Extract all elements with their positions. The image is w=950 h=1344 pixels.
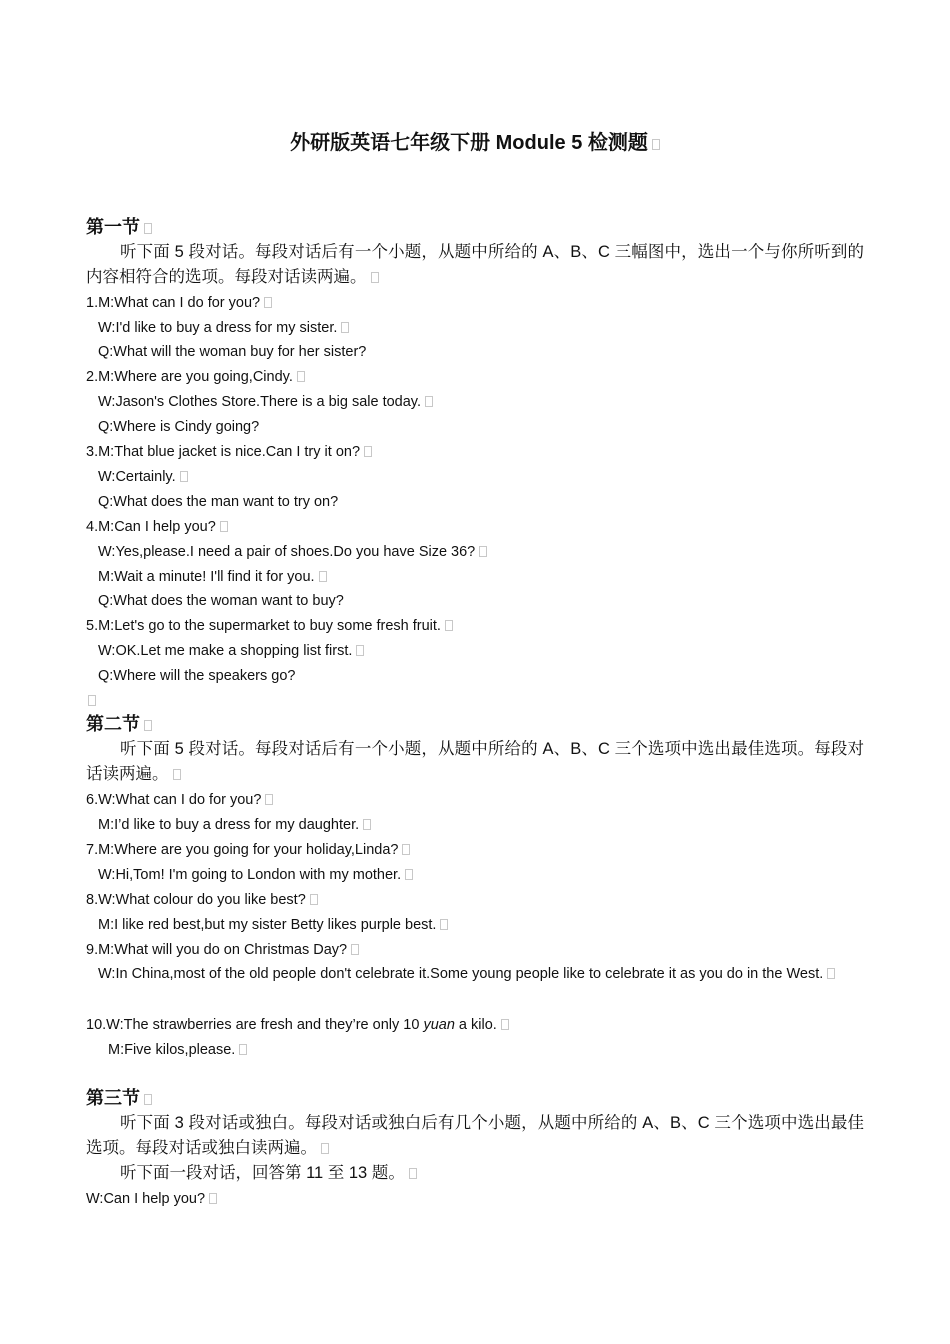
paragraph-mark-icon: [297, 371, 305, 382]
paragraph-mark-icon: [321, 1143, 329, 1154]
paragraph-mark-icon: [239, 1044, 247, 1055]
section-3-sub-instruction: 听下面一段对话，回答第 11 至 13 题。: [86, 1161, 864, 1186]
dialogue-line: 6.W:What can I do for you?: [86, 790, 273, 810]
paragraph-mark-icon: [351, 944, 359, 955]
dialogue-line: 2.M:Where are you going,Cindy.: [86, 367, 305, 387]
dialogue-line: W:In China,most of the old people don't celebrate it.Some young people like to celebrate it as you do in the West.: [98, 962, 864, 987]
dialogue-line: 4.M:Can I help you?: [86, 517, 228, 537]
dialogue-line: W:Certainly.: [98, 467, 188, 487]
dialogue-line: 3.M:That blue jacket is nice.Can I try it on?: [86, 442, 372, 462]
dialogue-line: W:Hi,Tom! I'm going to London with my mother.: [98, 865, 413, 885]
section-3-instruction: 听下面 3 段对话或独白。每段对话或独白后有几个小题，从题中所给的 A、B、C 三个选项中选出最佳选项。每段对话或独白读两遍。: [86, 1114, 864, 1157]
dialogue-line: Q:What does the woman want to buy?: [98, 593, 344, 609]
dialogue-line: 8.W:What colour do you like best?: [86, 890, 318, 910]
paragraph-mark-icon: [440, 919, 448, 930]
dialogue-line: 9.M:What will you do on Christmas Day?: [86, 940, 359, 960]
currency-word: yuan: [423, 1017, 455, 1033]
dialogue-line: 7.M:Where are you going for your holiday,Linda?: [86, 840, 410, 860]
section-1-heading: 第一节: [86, 215, 152, 239]
paragraph-mark-icon: [363, 819, 371, 830]
paragraph-mark-icon: [144, 720, 152, 731]
paragraph-mark-icon: [356, 645, 364, 656]
paragraph-mark-icon: [209, 1193, 217, 1204]
dialogue-line: M:Wait a minute! I'll find it for you.: [98, 567, 327, 587]
dialogue-line: 5.M:Let's go to the supermarket to buy some fresh fruit.: [86, 616, 453, 636]
paragraph-mark-icon: [445, 620, 453, 631]
paragraph-mark-icon: [402, 844, 410, 855]
paragraph-mark-icon: [144, 1094, 152, 1105]
paragraph-mark-icon: [310, 894, 318, 905]
paragraph-mark-icon: [425, 396, 433, 407]
paragraph-mark-icon: [265, 794, 273, 805]
paragraph-mark-icon: [479, 546, 487, 557]
empty-paragraph: [86, 691, 96, 711]
paragraph-mark-icon: [144, 223, 152, 234]
dialogue-line: 10.W:The strawberries are fresh and they’re only 10 yuan a kilo.: [86, 1015, 509, 1035]
dialogue-line: W:Can I help you?: [86, 1189, 217, 1209]
dialogue-line: W:I'd like to buy a dress for my sister.: [98, 318, 349, 338]
dialogue-line: Q:Where is Cindy going?: [98, 419, 260, 435]
section-1-instruction: 听下面 5 段对话。每段对话后有一个小题，从题中所给的 A、B、C 三幅图中，选出一个与你所听到的内容相符合的选项。每段对话读两遍。: [86, 243, 864, 286]
paragraph-mark-icon: [501, 1019, 509, 1030]
paragraph-mark-icon: [405, 869, 413, 880]
section-2-heading: 第二节: [86, 712, 152, 736]
dialogue-line: W:Yes,please.I need a pair of shoes.Do you have Size 36?: [98, 542, 487, 562]
paragraph-mark-icon: [180, 471, 188, 482]
paragraph-mark-icon: [341, 322, 349, 333]
paragraph-mark-icon: [220, 521, 228, 532]
paragraph-mark-icon: [652, 139, 660, 150]
paragraph-mark-icon: [409, 1168, 417, 1179]
dialogue-line: M:Five kilos,please.: [108, 1040, 247, 1060]
paragraph-mark-icon: [371, 272, 379, 283]
paragraph-mark-icon: [364, 446, 372, 457]
dialogue-line: Q:What will the woman buy for her sister?: [98, 344, 367, 360]
section-3-heading: 第三节: [86, 1086, 152, 1110]
dialogue-line: W:Jason's Clothes Store.There is a big sale today.: [98, 392, 433, 412]
section-2-instruction: 听下面 5 段对话。每段对话后有一个小题，从题中所给的 A、B、C 三个选项中选出最佳选项。每段对话读两遍。: [86, 740, 864, 783]
paragraph-mark-icon: [319, 571, 327, 582]
dialogue-line: M:I’d like to buy a dress for my daughter.: [98, 815, 371, 835]
dialogue-line: W:OK.Let me make a shopping list first.: [98, 641, 364, 661]
dialogue-line: Q:What does the man want to try on?: [98, 494, 339, 510]
document-title: 外研版英语七年级下册 Module 5 检测题: [0, 126, 950, 155]
dialogue-line: 1.M:What can I do for you?: [86, 293, 272, 313]
paragraph-mark-icon: [88, 695, 96, 706]
paragraph-mark-icon: [264, 297, 272, 308]
dialogue-line: Q:Where will the speakers go?: [98, 668, 296, 684]
paragraph-mark-icon: [173, 769, 181, 780]
paragraph-mark-icon: [827, 968, 835, 979]
dialogue-line: M:I like red best,but my sister Betty likes purple best.: [98, 915, 448, 935]
